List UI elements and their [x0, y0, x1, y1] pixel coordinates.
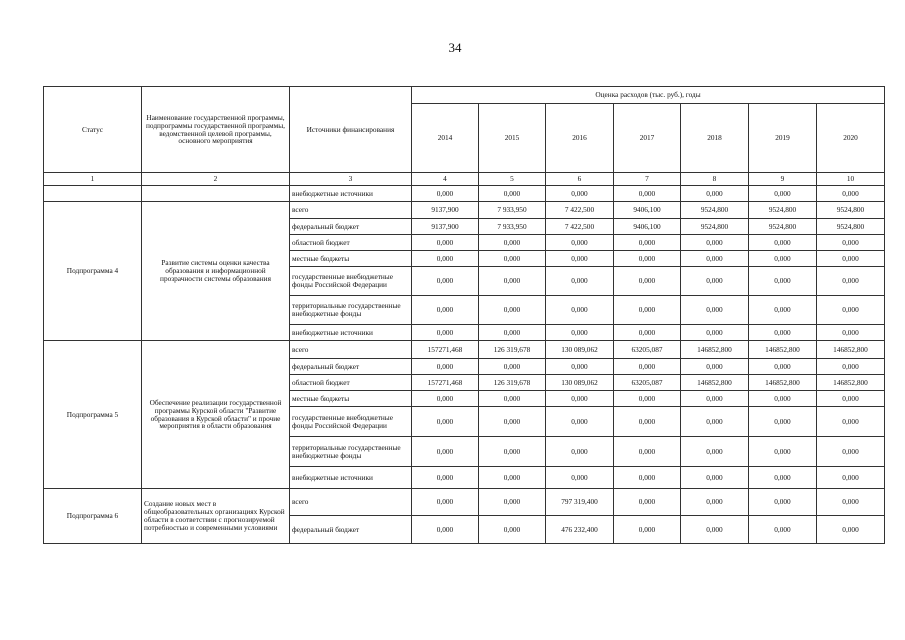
- value-cell: 146852,800: [681, 375, 749, 391]
- value-cell: 146852,800: [817, 341, 885, 359]
- value-cell: 9524,800: [749, 202, 817, 219]
- column-index-row: [44, 173, 885, 186]
- value-cell: 63205,087: [614, 341, 681, 359]
- status-cell: [44, 186, 142, 202]
- value-cell: 0,000: [412, 391, 479, 407]
- header-year: 2020: [817, 104, 885, 173]
- subprogram-status: Подпрограмма 4: [44, 202, 142, 341]
- value-cell: 0,000: [817, 407, 885, 437]
- column-index: 7: [614, 173, 681, 186]
- value-cell: 0,000: [479, 391, 546, 407]
- column-index: 2: [142, 173, 290, 186]
- value-cell: 63205,087: [614, 375, 681, 391]
- source-cell: всего: [290, 341, 412, 359]
- value-cell: 0,000: [546, 251, 614, 267]
- value-cell: 0,000: [681, 407, 749, 437]
- source-cell: внебюджетные источники: [290, 325, 412, 341]
- value-cell: 0,000: [479, 267, 546, 296]
- value-cell: 0,000: [681, 296, 749, 325]
- value-cell: 0,000: [412, 296, 479, 325]
- value-cell: 0,000: [479, 467, 546, 489]
- value-cell: 9524,800: [749, 219, 817, 235]
- column-index: 6: [546, 173, 614, 186]
- value-cell: 0,000: [817, 296, 885, 325]
- budget-table: [43, 86, 885, 544]
- value-cell: 7 933,950: [479, 202, 546, 219]
- value-cell: 797 319,400: [546, 489, 614, 516]
- value-cell: 0,000: [749, 186, 817, 202]
- value-cell: 0,000: [681, 467, 749, 489]
- value-cell: 0,000: [412, 516, 479, 544]
- value-cell: 0,000: [817, 267, 885, 296]
- value-cell: 0,000: [681, 235, 749, 251]
- subprogram-status: Подпрограмма 6: [44, 489, 142, 544]
- column-index: 10: [817, 173, 885, 186]
- value-cell: 0,000: [412, 267, 479, 296]
- column-index: 3: [290, 173, 412, 186]
- value-cell: 9406,100: [614, 219, 681, 235]
- value-cell: 130 089,062: [546, 341, 614, 359]
- value-cell: 130 089,062: [546, 375, 614, 391]
- value-cell: 0,000: [681, 267, 749, 296]
- value-cell: 0,000: [681, 186, 749, 202]
- subprogram-name: Обеспечение реализации государственной программы Курской области "Развитие образования в Курской области" и прочие мероприятия в области образования: [142, 341, 290, 489]
- header-year: 2017: [614, 104, 681, 173]
- value-cell: 0,000: [749, 467, 817, 489]
- source-cell: территориальные государственные внебюджетные фонды: [290, 437, 412, 467]
- value-cell: 0,000: [681, 516, 749, 544]
- value-cell: 0,000: [817, 516, 885, 544]
- source-cell: всего: [290, 202, 412, 219]
- source-cell: федеральный бюджет: [290, 516, 412, 544]
- value-cell: 0,000: [749, 437, 817, 467]
- source-cell: территориальные государственные внебюджетные фонды: [290, 296, 412, 325]
- table-row: [44, 202, 885, 219]
- header-status: Статус: [44, 87, 142, 173]
- carry-over-row: [44, 186, 885, 202]
- value-cell: 0,000: [749, 407, 817, 437]
- value-cell: 0,000: [546, 467, 614, 489]
- value-cell: 0,000: [412, 489, 479, 516]
- value-cell: 0,000: [817, 359, 885, 375]
- value-cell: 0,000: [614, 359, 681, 375]
- value-cell: 0,000: [817, 325, 885, 341]
- value-cell: 0,000: [681, 251, 749, 267]
- value-cell: 0,000: [479, 186, 546, 202]
- source-cell: внебюджетные источники: [290, 467, 412, 489]
- source-cell: государственные внебюджетные фонды Российской Федерации: [290, 267, 412, 296]
- subprogram-name: Развитие системы оценки качества образования и информационной прозрачности системы образования: [142, 202, 290, 341]
- value-cell: 0,000: [412, 467, 479, 489]
- header-name: Наименование государственной программы, подпрограммы государственной программы, ведомственной целевой программы, основного мероприятия: [142, 87, 290, 173]
- value-cell: 9137,900: [412, 202, 479, 219]
- value-cell: 0,000: [614, 325, 681, 341]
- page-number: 34: [448, 40, 462, 55]
- value-cell: 157271,468: [412, 341, 479, 359]
- header-row-top: [44, 87, 885, 104]
- source-cell: внебюджетные источники: [290, 186, 412, 202]
- value-cell: 9524,800: [681, 202, 749, 219]
- column-index: 8: [681, 173, 749, 186]
- value-cell: 0,000: [546, 325, 614, 341]
- column-index: 5: [479, 173, 546, 186]
- value-cell: 0,000: [614, 235, 681, 251]
- subprogram-status: Подпрограмма 5: [44, 341, 142, 489]
- value-cell: 0,000: [614, 296, 681, 325]
- value-cell: 0,000: [614, 267, 681, 296]
- name-cell: [142, 186, 290, 202]
- value-cell: 0,000: [412, 359, 479, 375]
- value-cell: 0,000: [479, 489, 546, 516]
- header-year: 2015: [479, 104, 546, 173]
- value-cell: 146852,800: [817, 375, 885, 391]
- value-cell: 9406,100: [614, 202, 681, 219]
- value-cell: 0,000: [546, 267, 614, 296]
- value-cell: 0,000: [681, 325, 749, 341]
- value-cell: 0,000: [546, 359, 614, 375]
- header-year: 2016: [546, 104, 614, 173]
- value-cell: 0,000: [479, 251, 546, 267]
- value-cell: 146852,800: [681, 341, 749, 359]
- value-cell: 0,000: [546, 296, 614, 325]
- source-cell: местные бюджеты: [290, 391, 412, 407]
- header-year: 2019: [749, 104, 817, 173]
- value-cell: 0,000: [681, 437, 749, 467]
- value-cell: 0,000: [479, 516, 546, 544]
- value-cell: 146852,800: [749, 341, 817, 359]
- value-cell: 0,000: [749, 235, 817, 251]
- value-cell: 7 933,950: [479, 219, 546, 235]
- value-cell: 0,000: [412, 407, 479, 437]
- value-cell: 0,000: [749, 489, 817, 516]
- source-cell: государственные внебюджетные фонды Российской Федерации: [290, 407, 412, 437]
- value-cell: 0,000: [749, 296, 817, 325]
- value-cell: 9137,900: [412, 219, 479, 235]
- source-cell: всего: [290, 489, 412, 516]
- source-cell: областной бюджет: [290, 235, 412, 251]
- value-cell: 0,000: [614, 391, 681, 407]
- header-year: 2014: [412, 104, 479, 173]
- value-cell: 0,000: [614, 516, 681, 544]
- value-cell: 0,000: [817, 186, 885, 202]
- value-cell: 0,000: [614, 407, 681, 437]
- value-cell: 0,000: [614, 467, 681, 489]
- value-cell: 9524,800: [817, 219, 885, 235]
- value-cell: 0,000: [479, 359, 546, 375]
- value-cell: 476 232,400: [546, 516, 614, 544]
- value-cell: 0,000: [817, 391, 885, 407]
- value-cell: 157271,468: [412, 375, 479, 391]
- value-cell: 0,000: [479, 296, 546, 325]
- value-cell: 0,000: [681, 359, 749, 375]
- value-cell: 146852,800: [749, 375, 817, 391]
- value-cell: 0,000: [749, 251, 817, 267]
- value-cell: 0,000: [681, 391, 749, 407]
- value-cell: 126 319,678: [479, 375, 546, 391]
- value-cell: 0,000: [546, 235, 614, 251]
- source-cell: областной бюджет: [290, 375, 412, 391]
- value-cell: 7 422,500: [546, 202, 614, 219]
- table-row: [44, 489, 885, 516]
- value-cell: 0,000: [749, 325, 817, 341]
- value-cell: 0,000: [412, 251, 479, 267]
- value-cell: 0,000: [479, 235, 546, 251]
- value-cell: 0,000: [749, 359, 817, 375]
- value-cell: 0,000: [546, 407, 614, 437]
- value-cell: 0,000: [546, 391, 614, 407]
- value-cell: 0,000: [817, 251, 885, 267]
- value-cell: 0,000: [546, 186, 614, 202]
- value-cell: 0,000: [479, 407, 546, 437]
- column-index: 4: [412, 173, 479, 186]
- value-cell: 0,000: [412, 235, 479, 251]
- header-expenses: Оценка расходов (тыс. руб.), годы: [412, 87, 885, 104]
- value-cell: 0,000: [749, 267, 817, 296]
- value-cell: 0,000: [412, 437, 479, 467]
- column-index: 1: [44, 173, 142, 186]
- value-cell: 0,000: [546, 437, 614, 467]
- value-cell: 126 319,678: [479, 341, 546, 359]
- value-cell: 0,000: [614, 437, 681, 467]
- value-cell: 0,000: [614, 489, 681, 516]
- value-cell: 0,000: [817, 437, 885, 467]
- value-cell: 9524,800: [817, 202, 885, 219]
- value-cell: 0,000: [614, 186, 681, 202]
- value-cell: 0,000: [681, 489, 749, 516]
- value-cell: 0,000: [749, 391, 817, 407]
- source-cell: местные бюджеты: [290, 251, 412, 267]
- column-index: 9: [749, 173, 817, 186]
- value-cell: 7 422,500: [546, 219, 614, 235]
- value-cell: 0,000: [479, 325, 546, 341]
- value-cell: 0,000: [412, 325, 479, 341]
- header-sources: Источники финансирования: [290, 87, 412, 173]
- source-cell: федеральный бюджет: [290, 359, 412, 375]
- value-cell: 0,000: [817, 235, 885, 251]
- subprogram-name: Создание новых мест в общеобразовательных организациях Курской области в соответствии с прогнозируемой потребностью и современными условиями: [142, 489, 290, 544]
- value-cell: 0,000: [412, 186, 479, 202]
- value-cell: 0,000: [817, 489, 885, 516]
- value-cell: 0,000: [479, 437, 546, 467]
- value-cell: 0,000: [614, 251, 681, 267]
- value-cell: 0,000: [817, 467, 885, 489]
- value-cell: 0,000: [749, 516, 817, 544]
- header-year: 2018: [681, 104, 749, 173]
- source-cell: федеральный бюджет: [290, 219, 412, 235]
- value-cell: 9524,800: [681, 219, 749, 235]
- table-row: [44, 341, 885, 359]
